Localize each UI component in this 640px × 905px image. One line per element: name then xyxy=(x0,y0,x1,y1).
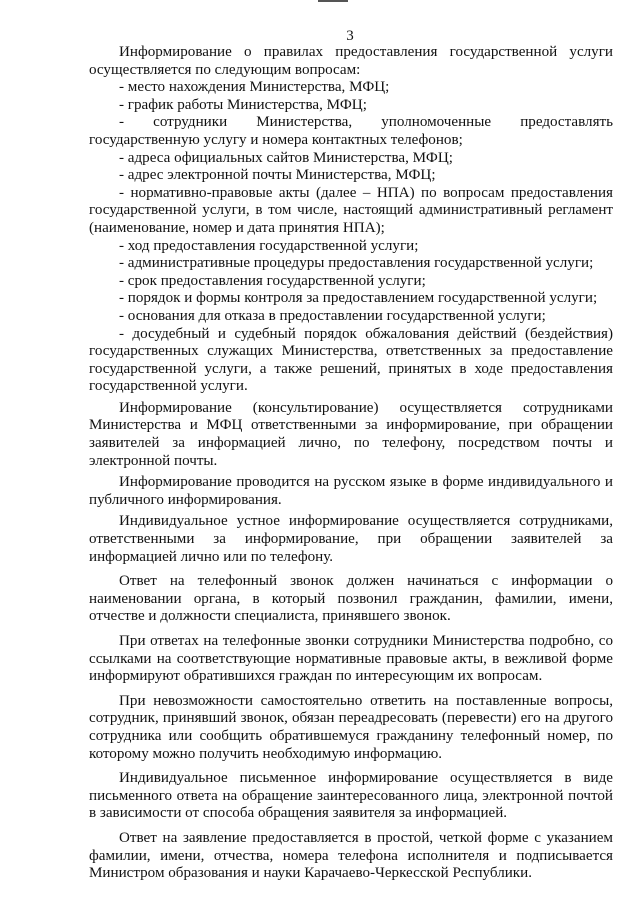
list-item: - нормативно-правовые акты (далее – НПА) по вопросам предоставления государственной услуги, в том числе, настоящий административный регламент (наименование, номер и дата принятия НПА); xyxy=(89,184,613,236)
paragraph: При ответах на телефонные звонки сотрудники Министерства подробно, со ссылками на соответствующие нормативные правовые акты, в вежливой форме информируют обратившихся граждан по интересующим их вопросам. xyxy=(89,633,613,685)
top-edge-mark xyxy=(318,0,348,2)
paragraph: Ответ на телефонный звонок должен начинаться с информации о наименовании органа, в который позвонил гражданин, фамилии, имени, отчестве и должности специалиста, принявшего звонок. xyxy=(89,573,613,625)
list-item: - сотрудники Министерства, уполномоченные предоставлять государственную услугу и номера контактных телефонов; xyxy=(89,114,613,148)
paragraph: При невозможности самостоятельно ответить на поставленные вопросы, сотрудник, принявший звонок, обязан переадресовать (перевести) его на другого сотрудника или сообщить обратившемуся гражданину телефонный номер, по которому можно получить необходимую информацию. xyxy=(89,692,613,762)
list-item: - порядок и формы контроля за предоставлением государственной услуги; xyxy=(119,290,598,307)
paragraph: Индивидуальное устное информирование осуществляется сотрудниками, ответственными за информирование, при обращении заявителей за информацией лично или по телефону. xyxy=(89,513,613,565)
page-number: 3 xyxy=(346,28,354,44)
list-item: - график работы Министерства, МФЦ; xyxy=(119,96,367,113)
paragraph: Информирование (консультирование) осуществляется сотрудниками Министерства и МФЦ ответственными за информирование, при обращении заявителей за информацией лично, по телефону, посредством почты и электронной почты. xyxy=(89,399,613,469)
list-item: - адреса официальных сайтов Министерства, МФЦ; xyxy=(119,149,453,166)
list-item: - ход предоставления государственной услуги; xyxy=(119,237,419,254)
paragraph-intro: Информирование о правилах предоставления государственной услуги осуществляется по следующим вопросам: xyxy=(89,44,613,78)
list-item: - основания для отказа в предоставлении государственной услуги; xyxy=(119,307,546,324)
list-item: - административные процедуры предоставления государственной услуги; xyxy=(119,255,594,272)
list-item: - адрес электронной почты Министерства, МФЦ; xyxy=(119,167,436,184)
list-item: - срок предоставления государственной услуги; xyxy=(119,272,426,289)
paragraph: Индивидуальное письменное информирование осуществляется в виде письменного ответа на обращение заинтересованного лица, электронной почтой в зависимости от способа обращения заявителя за информацией. xyxy=(89,770,613,822)
paragraph: Информирование проводится на русском языке в форме индивидуального и публичного информирования. xyxy=(89,474,613,508)
list-item: - досудебный и судебный порядок обжалования действий (бездействия) государственных служащих Министерства, ответственных за предоставление государственной услуги, а также решений, принятых в ходе предоставления государственной услуги. xyxy=(89,325,613,395)
list-item: - место нахождения Министерства, МФЦ; xyxy=(119,79,390,96)
document-body xyxy=(89,44,613,883)
paragraph: Ответ на заявление предоставляется в простой, четкой форме с указанием фамилии, имени, отчества, номера телефона исполнителя и подписывается Министром образования и науки Карачаево-Черкесской Республики. xyxy=(89,829,613,882)
